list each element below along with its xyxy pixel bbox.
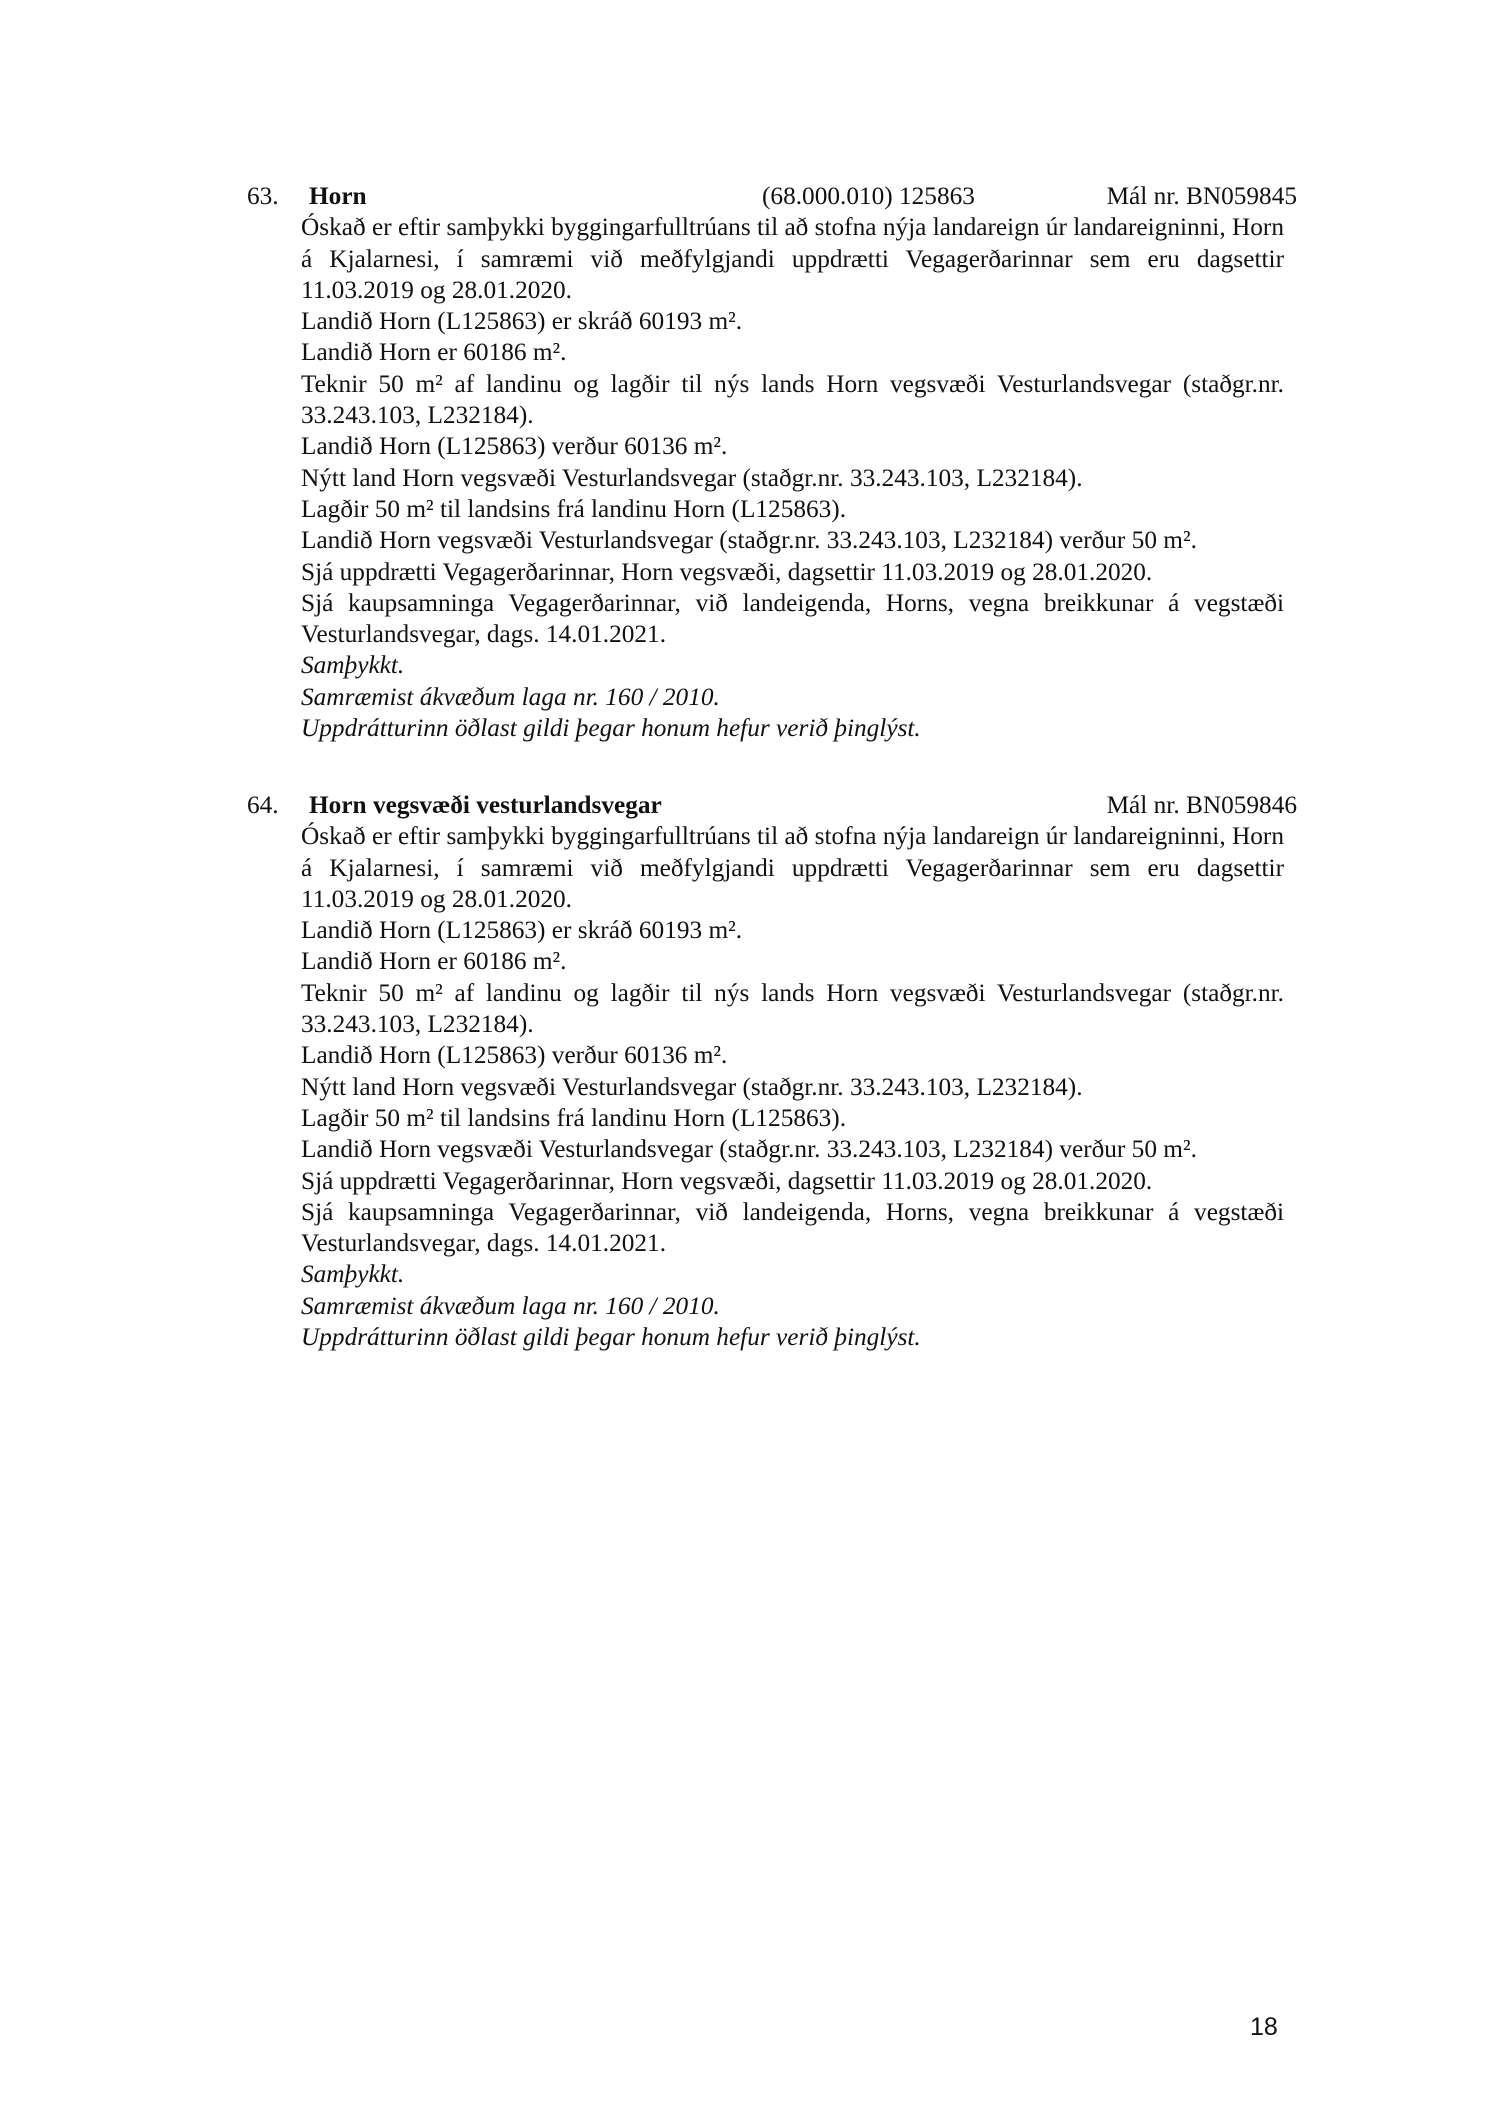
law-compliance-line: Samræmist ákvæðum laga nr. 160 / 2010. bbox=[301, 682, 720, 711]
validity-note-line: Uppdrátturinn öðlast gildi þegar honum hefur verið þinglýst. bbox=[301, 714, 921, 743]
measured-area-line: Landið Horn er 60186 m². bbox=[301, 338, 567, 367]
registered-area-line: Landið Horn (L125863) er skráð 60193 m². bbox=[301, 916, 743, 945]
case-header bbox=[247, 181, 1297, 212]
case-title: Horn vegsvæði vesturlandsvegar bbox=[309, 791, 662, 819]
contract-reference-paragraph: Sjá kaupsamninga Vegagerðarinnar, við landeigenda, Horns, vegna breikkunar á vegstæði Vesturlandsvegar, dags. 14.01.2021. bbox=[301, 1197, 1284, 1258]
case-header bbox=[247, 790, 1297, 821]
property-reference: (68.000.010) 125863 bbox=[762, 182, 975, 210]
decision-line: Samþykkt. bbox=[301, 1260, 405, 1289]
request-paragraph: Óskað er eftir samþykki byggingarfulltrúans til að stofna nýja landareign úr landareigninni, Horn á Kjalarnesi, í samræmi við meðfylgjandi uppdrætti Vegagerðarinnar sem eru dagsettir 11.03.2019 og 28.01.2020. bbox=[301, 822, 1284, 913]
new-land-line: Nýtt land Horn vegsvæði Vesturlandsvegar (staðgr.nr. 33.243.103, L232184). bbox=[301, 463, 1083, 492]
case-file-number: Mál nr. BN059846 bbox=[1106, 791, 1297, 819]
new-land-line: Nýtt land Horn vegsvæði Vesturlandsvegar (staðgr.nr. 33.243.103, L232184). bbox=[301, 1072, 1083, 1101]
transfer-paragraph: Teknir 50 m² af landinu og lagðir til nýs lands Horn vegsvæði Vesturlandsvegar (staðgr.nr. 33.243.103, L232184). bbox=[301, 369, 1284, 430]
drawing-reference-line: Sjá uppdrætti Vegagerðarinnar, Horn vegsvæði, dagsettir 11.03.2019 og 28.01.2020. bbox=[301, 557, 1153, 586]
case-number-index: 64. bbox=[247, 791, 279, 819]
case-entry-63 bbox=[247, 181, 1297, 744]
result-area-line: Landið Horn (L125863) verður 60136 m². bbox=[301, 1041, 728, 1070]
decision-line: Samþykkt. bbox=[301, 651, 405, 680]
drawing-reference-line: Sjá uppdrætti Vegagerðarinnar, Horn vegsvæði, dagsettir 11.03.2019 og 28.01.2020. bbox=[301, 1166, 1153, 1195]
case-body bbox=[301, 821, 1284, 1353]
measured-area-line: Landið Horn er 60186 m². bbox=[301, 947, 567, 976]
case-body bbox=[301, 212, 1284, 744]
added-land-line: Lagðir 50 m² til landsins frá landinu Horn (L125863). bbox=[301, 1103, 847, 1132]
new-land-area-line: Landið Horn vegsvæði Vesturlandsvegar (staðgr.nr. 33.243.103, L232184) verður 50 m². bbox=[301, 1135, 1197, 1164]
law-compliance-line: Samræmist ákvæðum laga nr. 160 / 2010. bbox=[301, 1291, 720, 1320]
case-entry-64 bbox=[247, 790, 1297, 1353]
registered-area-line: Landið Horn (L125863) er skráð 60193 m². bbox=[301, 307, 743, 336]
contract-reference-paragraph: Sjá kaupsamninga Vegagerðarinnar, við landeigenda, Horns, vegna breikkunar á vegstæði Vesturlandsvegar, dags. 14.01.2021. bbox=[301, 588, 1284, 649]
result-area-line: Landið Horn (L125863) verður 60136 m². bbox=[301, 432, 728, 461]
page-number: 18 bbox=[1250, 2013, 1278, 2041]
request-paragraph: Óskað er eftir samþykki byggingarfulltrúans til að stofna nýja landareign úr landareigninni, Horn á Kjalarnesi, í samræmi við meðfylgjandi uppdrætti Vegagerðarinnar sem eru dagsettir 11.03.2019 og 28.01.2020. bbox=[301, 213, 1284, 304]
added-land-line: Lagðir 50 m² til landsins frá landinu Horn (L125863). bbox=[301, 494, 847, 523]
case-number-index: 63. bbox=[247, 182, 279, 210]
validity-note-line: Uppdrátturinn öðlast gildi þegar honum hefur verið þinglýst. bbox=[301, 1323, 921, 1352]
case-title: Horn bbox=[309, 182, 367, 210]
transfer-paragraph: Teknir 50 m² af landinu og lagðir til nýs lands Horn vegsvæði Vesturlandsvegar (staðgr.nr. 33.243.103, L232184). bbox=[301, 978, 1284, 1039]
case-file-number: Mál nr. BN059845 bbox=[1106, 182, 1297, 210]
new-land-area-line: Landið Horn vegsvæði Vesturlandsvegar (staðgr.nr. 33.243.103, L232184) verður 50 m². bbox=[301, 526, 1197, 555]
